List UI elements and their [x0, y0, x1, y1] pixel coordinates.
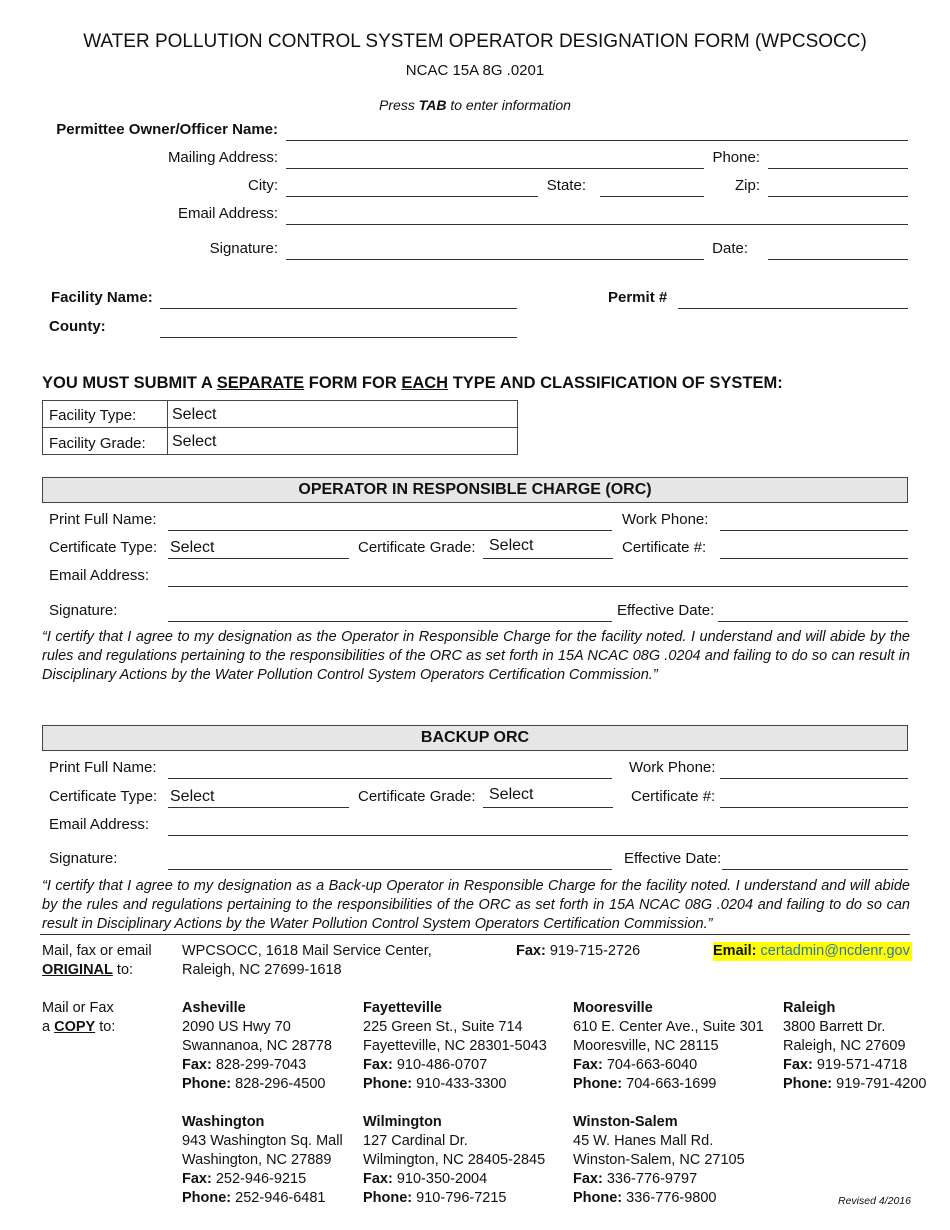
office-name: Washington: [182, 1114, 265, 1130]
office-phone-value: 919-791-4200: [832, 1076, 927, 1092]
office-phone-value: 252-946-6481: [231, 1190, 326, 1206]
notice-part-1: YOU MUST SUBMIT A: [42, 374, 217, 392]
form-title: WATER POLLUTION CONTROL SYSTEM OPERATOR DESIGNATION FORM (WPCSOCC): [83, 31, 867, 52]
office-phone-value: 910-796-7215: [412, 1190, 507, 1206]
orc-heading: OPERATOR IN RESPONSIBLE CHARGE (ORC): [42, 477, 908, 503]
backup-email-field[interactable]: [168, 815, 908, 836]
office-phone-label: Phone:: [182, 1190, 232, 1206]
office-block: [363, 1113, 545, 1208]
office-phone: [182, 1075, 332, 1094]
backup-cert-num-field[interactable]: [720, 787, 908, 808]
state-field[interactable]: [600, 176, 704, 197]
office-fax-value: 704-663-6040: [602, 1057, 698, 1073]
facility-name-label: Facility Name:: [51, 289, 153, 306]
office-phone-value: 704-663-1699: [622, 1076, 717, 1092]
office-fax: [783, 1056, 926, 1075]
office-name: Asheville: [182, 1000, 246, 1016]
office-address-line2: Swannanoa, NC 28778: [182, 1038, 332, 1054]
orc-work-phone-label: Work Phone:: [622, 511, 709, 528]
backup-work-phone-field[interactable]: [720, 758, 908, 779]
office-name: Wilmington: [363, 1114, 442, 1130]
backup-cert-num-label: Certificate #:: [631, 788, 716, 805]
office-block: [182, 1113, 343, 1208]
orc-cert-num-field[interactable]: [720, 538, 908, 559]
office-block: [182, 999, 332, 1094]
office-fax-value: 910-486-0707: [392, 1057, 488, 1073]
instruction-key: TAB: [418, 97, 447, 113]
notice-each: EACH: [401, 374, 449, 392]
backup-signature-label: Signature:: [49, 850, 118, 867]
office-phone: [182, 1189, 343, 1208]
mail-copy-word: COPY: [54, 1019, 96, 1035]
backup-cert-type-label: Certificate Type:: [49, 788, 158, 805]
central-fax-value: 919-715-2726: [545, 943, 641, 959]
mail-copy-line2: [42, 1018, 115, 1037]
form-subtitle: NCAC 15A 8G .0201: [405, 62, 545, 79]
mail-original-word: ORIGINAL: [42, 962, 113, 978]
backup-orc-heading: BACKUP ORC: [42, 725, 908, 751]
orc-cert-grade-select[interactable]: [483, 538, 613, 559]
office-phone-label: Phone:: [573, 1190, 623, 1206]
orc-effective-date-label: Effective Date:: [617, 602, 715, 619]
mail-original-label: [42, 942, 152, 980]
revision-date: Revised 4/2016: [838, 1195, 911, 1207]
notice-part-3: TYPE AND CLASSIFICATION OF SYSTEM:: [448, 374, 783, 392]
orc-name-field[interactable]: [168, 510, 612, 531]
office-phone-value: 828-296-4500: [231, 1076, 326, 1092]
central-address-line1: WPCSOCC, 1618 Mail Service Center,: [182, 943, 432, 959]
office-fax: [182, 1170, 343, 1189]
office-address-line2: Mooresville, NC 28115: [573, 1038, 719, 1054]
office-name: Raleigh: [783, 1000, 836, 1016]
office-address-line1: 943 Washington Sq. Mall: [182, 1133, 343, 1149]
backup-email-label: Email Address:: [49, 816, 150, 833]
central-email-link[interactable]: certadmin@ncdenr.gov: [760, 943, 910, 959]
office-fax: [363, 1170, 545, 1189]
separate-form-notice: [42, 373, 783, 393]
notice-separate: SEPARATE: [216, 374, 305, 392]
facility-type-label: Facility Type:: [49, 407, 137, 424]
office-phone: [573, 1189, 745, 1208]
backup-cert-grade-value: Select: [489, 786, 534, 803]
backup-signature-field[interactable]: [168, 849, 612, 870]
mail-original-line1: Mail, fax or email: [42, 943, 152, 959]
zip-label: Zip:: [734, 177, 760, 194]
office-phone-label: Phone:: [363, 1190, 413, 1206]
office-fax: [573, 1056, 764, 1075]
office-fax: [573, 1170, 745, 1189]
owner-label: Permittee Owner/Officer Name:: [56, 121, 278, 138]
central-email: [713, 942, 912, 961]
orc-effective-date-field[interactable]: [718, 601, 908, 622]
backup-cert-type-select[interactable]: [168, 787, 349, 808]
office-address-line2: Fayetteville, NC 28301-5043: [363, 1038, 547, 1054]
office-address-line2: Washington, NC 27889: [182, 1152, 332, 1168]
state-label: State:: [546, 177, 586, 194]
mail-copy-to: to:: [95, 1019, 116, 1035]
office-address-line1: 2090 US Hwy 70: [182, 1019, 291, 1035]
office-address-line2: Winston-Salem, NC 27105: [573, 1152, 745, 1168]
office-fax-label: Fax:: [182, 1057, 212, 1073]
office-phone-value: 336-776-9800: [622, 1190, 717, 1206]
central-address-line2: Raleigh, NC 27699-1618: [182, 962, 342, 978]
instruction-prefix: Press: [379, 97, 419, 113]
central-fax-label: Fax:: [516, 943, 546, 959]
office-phone: [363, 1075, 547, 1094]
orc-name-label: Print Full Name:: [49, 511, 157, 528]
backup-cert-grade-label: Certificate Grade:: [358, 788, 476, 805]
orc-cert-type-value: Select: [170, 539, 215, 556]
orc-work-phone-field[interactable]: [720, 510, 908, 531]
backup-work-phone-label: Work Phone:: [629, 759, 716, 776]
orc-email-label: Email Address:: [49, 567, 150, 584]
date-field[interactable]: [768, 239, 908, 260]
instruction-suffix: to enter information: [446, 97, 571, 113]
city-field[interactable]: [286, 176, 538, 197]
mail-original-line2: [42, 961, 152, 980]
office-fax: [363, 1056, 547, 1075]
office-fax-label: Fax:: [363, 1057, 393, 1073]
backup-effective-date-field[interactable]: [722, 849, 908, 870]
central-office-address: [182, 942, 432, 980]
office-address-line2: Raleigh, NC 27609: [783, 1038, 906, 1054]
office-fax-label: Fax:: [573, 1057, 603, 1073]
mail-copy-label: [42, 999, 115, 1037]
office-name: Mooresville: [573, 1000, 653, 1016]
office-address-line1: 3800 Barrett Dr.: [783, 1019, 886, 1035]
orc-cert-type-label: Certificate Type:: [49, 539, 158, 556]
orc-certification-statement: “I certify that I agree to my designation as the Operator in Responsible Charge for the facility noted. I understand and will abide by the rules and regulations pertaining to the responsibilities of the ORC as set forth in 15A NCAC 08G .0204 and failing to do so can result in Disciplinary Actions by the Water Pollution Control System Operators Certification Commission.”: [42, 629, 910, 683]
office-block: [363, 999, 547, 1094]
office-fax-value: 828-299-7043: [211, 1057, 307, 1073]
office-address-line1: 610 E. Center Ave., Suite 301: [573, 1019, 764, 1035]
signature-field[interactable]: [286, 239, 704, 260]
office-fax-value: 910-350-2004: [392, 1171, 488, 1187]
phone-label: Phone:: [712, 149, 760, 166]
mail-copy-a: a: [42, 1019, 55, 1035]
backup-cert-grade-select[interactable]: [483, 787, 613, 808]
backup-effective-date-label: Effective Date:: [624, 850, 722, 867]
office-phone-label: Phone:: [573, 1076, 623, 1092]
backup-name-field[interactable]: [168, 758, 612, 779]
office-name: Winston-Salem: [573, 1114, 678, 1130]
office-phone-label: Phone:: [363, 1076, 413, 1092]
permit-label: Permit #: [608, 289, 668, 306]
permit-field[interactable]: [678, 288, 908, 309]
mailing-address-label: Mailing Address:: [167, 149, 278, 166]
signature-label: Signature:: [209, 240, 278, 257]
facility-grade-label: Facility Grade:: [49, 435, 146, 452]
orc-cert-grade-value: Select: [489, 537, 534, 554]
county-label: County:: [49, 318, 106, 335]
office-block: [573, 999, 764, 1094]
central-fax: [516, 942, 640, 961]
backup-certification-statement: “I certify that I agree to my designation as a Back-up Operator in Responsible Charge for the facility noted. I understand and will abide by the rules and regulations pertaining to the responsibilities of the ORC as set forth in 15A NCAC 08G .0204 and failing to do so can result in Disciplinary Actions by the Water Pollution Control System Operators Certification Commission.”: [42, 878, 910, 932]
office-phone: [363, 1189, 545, 1208]
office-fax-label: Fax:: [182, 1171, 212, 1187]
backup-cert-type-value: Select: [170, 788, 215, 805]
office-block: [783, 999, 926, 1094]
mailing-address-field[interactable]: [286, 148, 704, 169]
office-address-line1: 127 Cardinal Dr.: [363, 1133, 468, 1149]
backup-name-label: Print Full Name:: [49, 759, 157, 776]
zip-field[interactable]: [768, 176, 908, 197]
office-fax-value: 919-571-4718: [812, 1057, 908, 1073]
office-address-line1: 45 W. Hanes Mall Rd.: [573, 1133, 714, 1149]
office-fax-value: 252-946-9215: [211, 1171, 307, 1187]
office-fax-label: Fax:: [573, 1171, 603, 1187]
date-label: Date:: [712, 240, 748, 257]
orc-cert-num-label: Certificate #:: [622, 539, 707, 556]
office-address-line2: Wilmington, NC 28405-2845: [363, 1152, 546, 1168]
mail-copy-line1: Mail or Fax: [42, 1000, 114, 1016]
instruction: [0, 96, 950, 114]
facility-type-select[interactable]: Select: [172, 406, 217, 423]
office-phone-label: Phone:: [783, 1076, 833, 1092]
office-fax: [182, 1056, 332, 1075]
email-label: Email Address:: [177, 205, 278, 222]
central-email-label: Email:: [713, 943, 757, 959]
office-address-line1: 225 Green St., Suite 714: [363, 1019, 523, 1035]
mail-original-to: to:: [112, 962, 134, 978]
email-field[interactable]: [286, 204, 908, 225]
office-fax-value: 336-776-9797: [602, 1171, 698, 1187]
phone-field[interactable]: [768, 148, 908, 169]
orc-cert-grade-label: Certificate Grade:: [358, 539, 476, 556]
owner-name-field[interactable]: [286, 120, 908, 141]
notice-part-2: FORM FOR: [304, 374, 402, 392]
office-phone: [573, 1075, 764, 1094]
office-phone: [783, 1075, 926, 1094]
facility-name-field[interactable]: [160, 288, 517, 309]
orc-cert-type-select[interactable]: [168, 538, 349, 559]
office-fax-label: Fax:: [783, 1057, 813, 1073]
office-phone-value: 910-433-3300: [412, 1076, 507, 1092]
office-name: Fayetteville: [363, 1000, 442, 1016]
facility-grade-select[interactable]: Select: [172, 433, 217, 450]
city-label: City:: [248, 177, 278, 194]
orc-email-field[interactable]: [168, 566, 908, 587]
office-fax-label: Fax:: [363, 1171, 393, 1187]
facility-table-row-divider: [42, 427, 518, 428]
office-phone-label: Phone:: [182, 1076, 232, 1092]
mailing-divider: [40, 934, 910, 935]
office-block: [573, 1113, 745, 1208]
county-field[interactable]: [160, 317, 517, 338]
orc-signature-label: Signature:: [49, 602, 118, 619]
orc-signature-field[interactable]: [168, 601, 612, 622]
